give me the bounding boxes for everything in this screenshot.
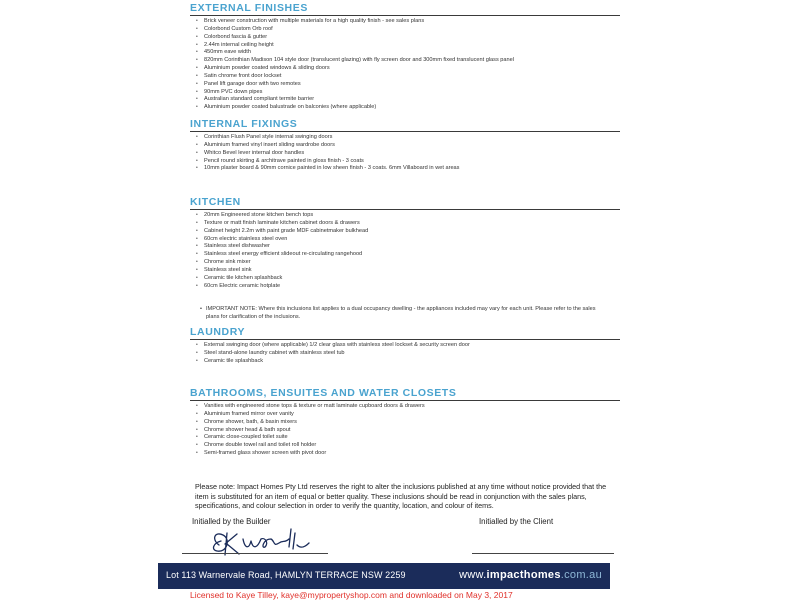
list-item: • Ceramic tile kitchen splashback <box>204 275 620 283</box>
list-item: • 60cm Electric ceramic hotplate <box>204 283 620 291</box>
list-item: • Aluminium framed mirror over vanity <box>204 411 620 419</box>
list-item: • Satin chrome front door lockset <box>204 73 620 81</box>
item-list <box>190 134 620 173</box>
item-list <box>190 18 620 112</box>
section-bathrooms <box>190 388 620 458</box>
url-brand: impacthomes <box>486 569 561 581</box>
kitchen-important-note: • IMPORTANT NOTE: Where this inclusions list applies to a dual occupancy dwelling - the appliances included may vary for each unit. Please refer to the sales plans for clarification of the inclusions. <box>206 306 606 321</box>
section-title: INTERNAL FIXINGS <box>190 118 298 130</box>
list-item: • Australian standard compliant termite barrier <box>204 96 620 104</box>
list-item: • Aluminium framed vinyl insert sliding wardrobe doors <box>204 142 620 150</box>
footer-bar <box>158 563 610 589</box>
list-item: • Chrome sink mixer <box>204 259 620 267</box>
list-item: • Brick veneer construction with multiple materials for a high quality finish - see sales plans <box>204 18 620 26</box>
list-item: • Aluminium powder coated balustrade on balconies (where applicable) <box>204 104 620 112</box>
list-item: • Corinthian Flush Panel style internal swinging doors <box>204 134 620 142</box>
list-item: • 60cm electric stainless steel oven <box>204 236 620 244</box>
section-internal-fixings <box>190 119 620 173</box>
list-item: • 10mm plaster board & 90mm cornice painted in low sheen finish - 3 coats. 6mm Villaboard in wet areas <box>204 165 620 173</box>
section-external-finishes <box>190 3 620 112</box>
section-divider <box>190 339 620 340</box>
list-item: • Semi-framed glass shower screen with pivot door <box>204 450 620 458</box>
list-item: • Chrome shower, bath, & basin mixers <box>204 419 620 427</box>
property-address: Lot 113 Warnervale Road, HAMLYN TERRACE NSW 2259 <box>166 570 406 580</box>
section-title: LAUNDRY <box>190 326 246 338</box>
section-divider <box>190 15 620 16</box>
list-item: • Ceramic tile splashback <box>204 358 620 366</box>
initialled-client-label: Initialled by the Client <box>479 517 554 526</box>
list-item: • 90mm PVC down pipes <box>204 89 620 97</box>
section-divider <box>190 209 620 210</box>
item-list <box>190 212 620 290</box>
url-prefix: www. <box>459 569 487 581</box>
list-item: • Pencil round skirting & architrave painted in gloss finish - 3 coats <box>204 158 620 166</box>
list-item: • Texture or matt finish laminate kitchen cabinet doors & drawers <box>204 220 620 228</box>
initialled-builder-label: Initialled by the Builder <box>192 517 271 526</box>
item-list <box>190 342 620 366</box>
list-item: • Vanities with engineered stone tops & texture or matt laminate cupboard doors & drawers <box>204 403 620 411</box>
disclaimer-text: Please note: Impact Homes Pty Ltd reserves the right to alter the inclusions published at any time without notice provided that the item is substituted for an item of equal or better quality. These inclusions should be read in conjunction with the sales plans, specifications, and colour selection in order to verify the quantity, location, and colour of items. <box>195 482 607 511</box>
section-kitchen <box>190 197 620 290</box>
list-item: • 450mm eave width <box>204 49 620 57</box>
list-item: • 20mm Engineered stone kitchen bench tops <box>204 212 620 220</box>
url-tld: .com.au <box>560 569 602 581</box>
list-item: • Chrome shower head & bath spout <box>204 427 620 435</box>
section-laundry <box>190 327 620 366</box>
section-divider <box>190 131 620 132</box>
license-watermark: Licensed to Kaye Tilley, kaye@mypropertyshop.com and downloaded on May 3, 2017 <box>190 590 513 600</box>
section-title: BATHROOMS, ENSUITES AND WATER CLOSETS <box>190 387 457 399</box>
list-item: • 2.44m internal ceiling height <box>204 42 620 50</box>
list-item: • Cabinet height 2.2m with paint grade MDF cabinetmaker bulkhead <box>204 228 620 236</box>
item-list <box>190 403 620 458</box>
list-item: • Whitco Bevel lever internal door handles <box>204 150 620 158</box>
list-item: • External swinging door (where applicable) 1/2 clear glass with stainless steel lockset & security screen door <box>204 342 620 350</box>
list-item: • Ceramic close-coupled toilet suite <box>204 434 620 442</box>
list-item: • Colorbond Custom Orb roof <box>204 26 620 34</box>
section-title: EXTERNAL FINISHES <box>190 2 308 14</box>
list-item: • Panel lift garage door with two remotes <box>204 81 620 89</box>
website-url[interactable] <box>459 569 602 581</box>
list-item: • Stainless steel energy efficient slideout re-circulating rangehood <box>204 251 620 259</box>
builder-signature-line <box>182 553 328 554</box>
list-item: • Aluminium powder coated windows & sliding doors <box>204 65 620 73</box>
list-item: • Colorbond fascia & gutter <box>204 34 620 42</box>
list-item: • Stainless steel sink <box>204 267 620 275</box>
list-item: • Stainless steel dishwasher <box>204 243 620 251</box>
client-signature-line <box>472 553 614 554</box>
list-item: • Chrome double towel rail and toilet roll holder <box>204 442 620 450</box>
list-item: • Steel stand-alone laundry cabinet with stainless steel tub <box>204 350 620 358</box>
section-divider <box>190 400 620 401</box>
list-item: • 820mm Corinthian Madison 104 style door (translucent glazing) with fly screen door and 300mm fixed translucent glass panel <box>204 57 620 65</box>
section-title: KITCHEN <box>190 196 241 208</box>
